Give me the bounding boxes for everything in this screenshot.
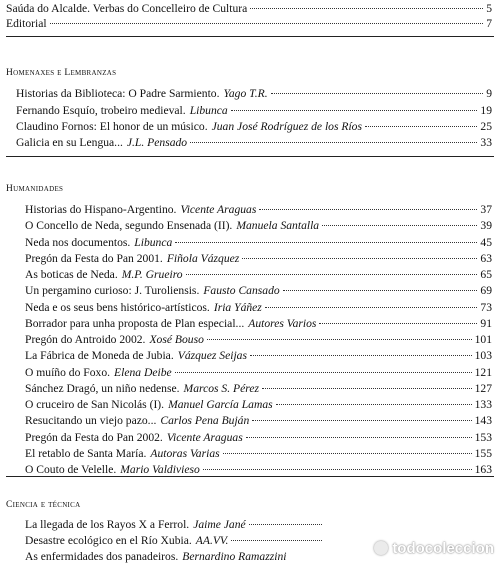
entry-author: Carlos Pena Buján [160, 414, 250, 428]
dot-leader [223, 453, 472, 454]
dot-leader [322, 225, 477, 226]
dot-leader [259, 209, 477, 210]
toc-entry [16, 120, 492, 134]
dot-leader [203, 469, 472, 470]
entry-title: Sánchez Dragó, un niño nedense. [25, 381, 180, 395]
entry-title: Desastre ecológico en el Río Xubia. [25, 534, 192, 547]
entry-author: Autoras Varias [150, 446, 220, 460]
entry-author: Marcos S. Pérez [183, 381, 259, 395]
entry-title: As enfermidades dos panadeiros. [25, 550, 179, 563]
entry-title: Claudino Fornos: El honor de un músico. [16, 120, 208, 133]
dot-leader [283, 290, 478, 291]
entry-page: 127 [474, 381, 492, 395]
entry-author: Vázquez Seijas [177, 349, 247, 363]
entry-page: 73 [480, 300, 492, 314]
entry-title: As boticas de Neda. [25, 268, 118, 281]
toc-entry [25, 382, 492, 396]
section-heading: Ciencia e técnica [6, 500, 81, 510]
dot-leader [246, 437, 472, 438]
entry-author: Jaime Jané [193, 518, 246, 531]
entry-author: Vicente Araguas [180, 203, 257, 216]
dot-leader [231, 110, 478, 111]
toc-entry [25, 236, 492, 250]
toc-entry [25, 203, 492, 217]
dot-leader [50, 23, 484, 24]
toc-entry [25, 268, 492, 282]
entry-title: O Concello de Neda, segundo Ensenada (II). [25, 219, 233, 233]
entry-page: 101 [474, 333, 492, 346]
watermark-icon [374, 541, 388, 555]
entry-title: Pregón da Festa do Pan 2002. [25, 430, 163, 444]
dot-leader [262, 388, 472, 389]
toc-entry [25, 447, 492, 461]
dot-leader [249, 524, 322, 525]
dot-leader [252, 420, 471, 421]
dot-leader [207, 339, 472, 340]
entry-title: O muíño do Foxo. [25, 365, 111, 379]
entry-author: Iria Yáñez [213, 300, 262, 314]
dot-leader [265, 307, 478, 308]
entry-author: Autores Varios [248, 316, 317, 330]
entry-page: 133 [474, 398, 492, 411]
entry-page: 103 [474, 349, 492, 363]
dot-leader [186, 274, 478, 275]
entry-title: Pregón do Antroido 2002. [25, 333, 146, 346]
entry-page: 19 [480, 104, 492, 117]
entry-author: Manuela Santalla [236, 219, 320, 233]
watermark-logo [374, 537, 494, 559]
divider [6, 476, 494, 477]
toc-entry [25, 252, 492, 266]
entry-title: Neda nos documentos. [25, 235, 131, 249]
entry-title: La Fábrica de Moneda de Jubia. [25, 349, 174, 363]
entry-title: Historias da Biblioteca: O Padre Sarmiento. [16, 87, 220, 100]
toc-entry [25, 463, 492, 477]
entry-page: 7 [486, 17, 492, 30]
section-heading: Homenaxes e Lembranzas [6, 68, 117, 78]
entry-author: M.P. Grueiro [121, 268, 183, 281]
dot-leader [190, 142, 477, 143]
entry-page: 69 [480, 284, 492, 298]
toc-entry [25, 333, 492, 347]
section-heading: Humanidades [6, 184, 64, 194]
dot-leader [242, 258, 477, 259]
entry-author: Yago T.R. [223, 87, 268, 100]
toc-entry [25, 414, 492, 428]
entry-page: 91 [480, 316, 492, 330]
dot-leader [271, 93, 484, 94]
entry-page: 121 [474, 365, 492, 379]
entry-title: Historias do Hispano-Argentino. [25, 203, 177, 216]
entry-page: 25 [480, 120, 492, 133]
entry-title: Resucitando un viejo pazo... [25, 414, 157, 428]
entry-page: 143 [474, 414, 492, 428]
entry-author: Vicente Araguas [166, 430, 243, 444]
entry-title: Borrador para unha proposta de Plan especial... [25, 316, 245, 330]
entry-author: Fausto Cansado [203, 284, 280, 298]
toc-entry [25, 219, 492, 233]
dot-leader [175, 242, 477, 243]
entry-page: 155 [474, 446, 492, 460]
entry-page: 163 [474, 463, 492, 476]
entry-title: Editorial [6, 17, 47, 30]
dot-leader [276, 404, 472, 405]
entry-title: Neda e os seus bens histórico-artísticos. [25, 300, 210, 314]
entry-author: AA.VV. [195, 534, 229, 547]
toc-entry [6, 2, 492, 16]
divider [6, 36, 494, 37]
entry-author: Libunca [134, 235, 173, 249]
dot-leader [231, 540, 322, 541]
toc-entry [25, 284, 492, 298]
dot-leader [365, 126, 477, 127]
entry-author: Xosé Bouso [149, 333, 204, 346]
entry-page: 39 [480, 219, 492, 233]
toc-entry [25, 534, 325, 548]
entry-author: Elena Deibe [114, 365, 172, 379]
toc-entry [25, 431, 492, 445]
entry-title: Un pergamino curioso: J. Turoliensis. [25, 284, 200, 298]
entry-title: O Couto de Velelle. [25, 463, 117, 476]
entry-title: Saúda do Alcalde. Verbas do Concelleiro de Cultura [6, 2, 248, 15]
entry-author: Libunca [189, 104, 228, 117]
entry-author: Juan José Rodríguez de los Ríos [211, 120, 362, 133]
divider [6, 156, 494, 157]
toc-entry [25, 398, 492, 412]
dot-leader [175, 372, 472, 373]
entry-author: Fiñola Vázquez [166, 251, 240, 265]
entry-title: La llegada de los Rayos X a Ferrol. [25, 518, 190, 531]
toc-entry [25, 317, 492, 331]
entry-page: 37 [480, 203, 492, 216]
entry-author: Manuel García Lamas [168, 398, 273, 411]
entry-title: El retablo de Santa María. [25, 446, 147, 460]
toc-entry [25, 518, 325, 532]
entry-title: Fernando Esquío, trobeiro medieval. [16, 104, 186, 117]
toc-entry [25, 301, 492, 315]
toc-entry [25, 366, 492, 380]
entry-author: Mario Valdivieso [120, 463, 200, 476]
dot-leader [250, 355, 472, 356]
toc-entry [25, 550, 325, 564]
dot-leader [319, 323, 477, 324]
toc-entry [16, 136, 492, 150]
entry-title: O cruceiro de San Nicolás (I). [25, 398, 165, 411]
dot-leader [250, 8, 483, 9]
entry-page: 63 [480, 251, 492, 265]
entry-page: 65 [480, 268, 492, 281]
toc-entry [25, 349, 492, 363]
entry-page: 5 [486, 2, 492, 15]
entry-page: 153 [474, 430, 492, 444]
toc-entry [6, 17, 492, 31]
entry-page: 33 [480, 136, 492, 149]
toc-entry [16, 87, 492, 101]
entry-page: 45 [480, 235, 492, 249]
entry-title: Galicia en su Lengua... [16, 136, 123, 149]
entry-title: Pregón da Festa do Pan 2001. [25, 251, 163, 265]
entry-author: J.L. Pensado [126, 136, 188, 149]
watermark-text: todocoleccion [392, 539, 494, 557]
entry-author: Bernardino Ramazzini [182, 550, 287, 563]
toc-entry [16, 104, 492, 118]
entry-page: 9 [486, 87, 492, 100]
